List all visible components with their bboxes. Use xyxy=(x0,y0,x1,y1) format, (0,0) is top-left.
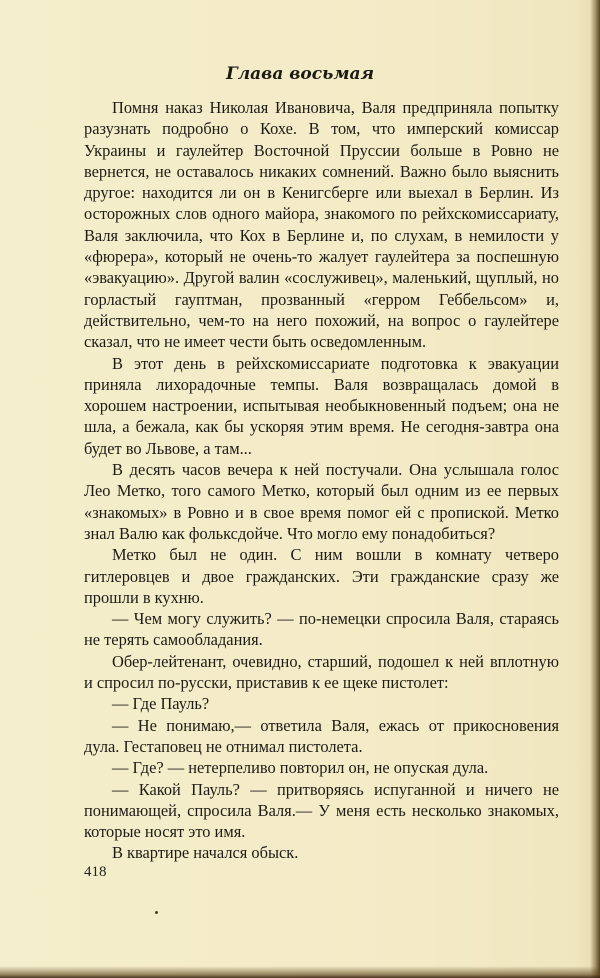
paper-speck xyxy=(155,911,158,914)
paragraph: В этот день в рейхскомиссариате подготовка к эвакуации приняла лихорадочные темпы. Валя возвращалась домой в хорошем настроении, испытывая необыкновенный подъем; она не шла, а бежала, как бы ускоряя этим время. Не сегодня-завтра она будет во Львове, а там... xyxy=(84,353,559,458)
paragraph: — Не понимаю,— ответила Валя, ежась от прикосновения дула. Гестаповец не отнимал пистолета. xyxy=(84,715,559,756)
page-edge-right xyxy=(590,0,600,978)
page-number: 418 xyxy=(84,864,107,880)
paragraph: — Где Пауль? xyxy=(112,694,210,714)
paragraph: Метко был не один. С ним вошли в комнату четверо гитлеровцев и двое гражданских. Эти гражданские сразу же прошли в кухню. xyxy=(84,545,559,607)
paragraph: Обер-лейтенант, очевидно, старший, подошел к ней вплотную и спросил по-русски, приставив к ее щеке пистолет: xyxy=(84,651,559,693)
paragraph: В квартире начался обыск. xyxy=(112,843,299,863)
paragraph: — Чем могу служить? — по-немецки спросила Валя, стараясь не терять самообладания. xyxy=(84,609,559,650)
paragraph: В десять часов вечера к ней постучали. Она услышала голос Лео Метко, того самого Метко, который был одним из ее первых «знакомых» в Ровно и в свое время помог ей с пропиской. Метко знал Валю как фольксдойче. Что могло ему понадобиться? xyxy=(84,460,559,543)
paragraph: Помня наказ Николая Ивановича, Валя предприняла попытку разузнать подробно о Кохе. В том, что имперский комиссар Украины и гаулейтер Восточной Пруссии больше в Ровно не вернется, не оставалось никаких сомнений. Важно было выяснить другое: находится ли он в Кенигсберге или выехал в Берлин. Из осторожных слов одного майора, знакомого по рейхскомиссариату, Валя заключила, что Кох в Берлине и, по слухам, в немилости у «фюрера», который не очень-то жалует гаулейтера за поспешную «эвакуацию». Другой валин «сослуживец», маленький, щуплый, но горластый гауптман, прозванный «герром Геббельсом» и, действительно, чем-то на него похожий, на вопрос о гаулейтере сказал, что не имеет чести быть осведомленным. xyxy=(84,98,559,352)
paragraph: — Какой Пауль? — притворяясь испуганной и ничего не понимающей, спросила Валя.— У меня есть несколько знакомых, которые носят это имя. xyxy=(84,779,559,842)
paragraph: — Где? — нетерпеливо повторил он, не опуская дула. xyxy=(112,758,489,778)
page-edge-bottom xyxy=(0,966,600,978)
body-text xyxy=(84,97,559,864)
chapter-title: Глава восьмая xyxy=(225,64,375,84)
